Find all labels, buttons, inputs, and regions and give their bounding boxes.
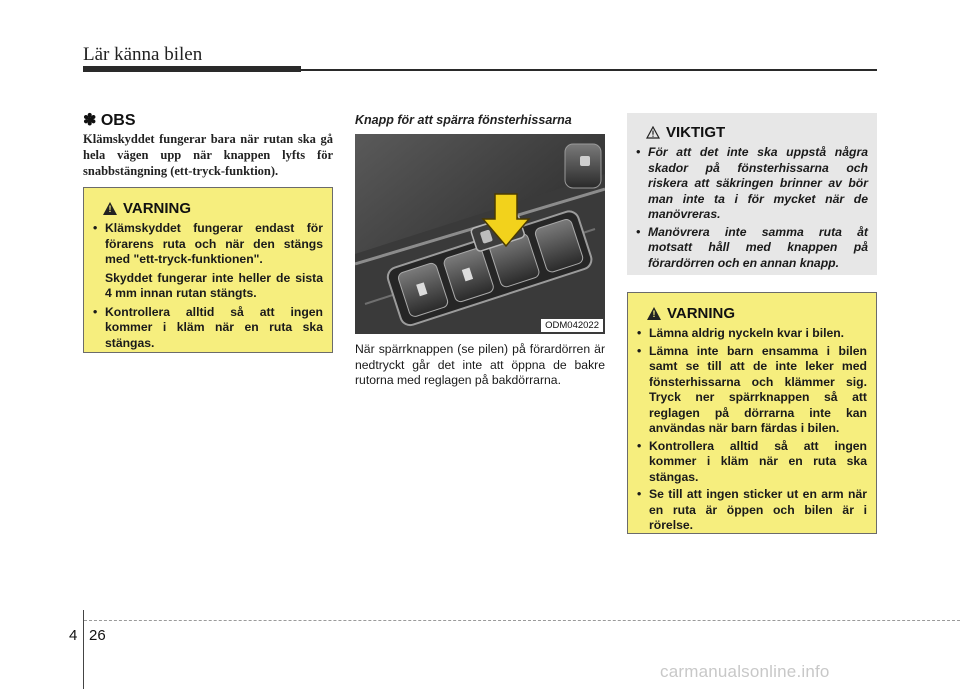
door-switch-photo (355, 134, 605, 334)
obs-heading: ✽ OBS (83, 112, 136, 129)
warning-title-row (647, 305, 867, 322)
photo-code: ODM042022 (541, 319, 603, 332)
header-bar-thick (83, 66, 301, 72)
warning-sub-paragraph: Skyddet fungerar inte heller de sista 4 mm innan rutan stängts. (105, 270, 323, 300)
footer-dashed-line (84, 620, 960, 621)
door-switch-illustration (355, 134, 605, 334)
viktigt-title-row (646, 124, 868, 141)
header-title: Lär känna bilen (83, 44, 203, 65)
warning-list (637, 326, 867, 534)
warning-item: • Lämna inte barn ensamma i bilen samt se till att de inte leker med fönsterhissarna och klämmer sig. Tryck ner spärrknappen så att reglagen på dörrarna inte kan användas när barn färdas i bilen. (637, 343, 867, 435)
warning-box-right (627, 292, 877, 534)
warning-item: • Lämna aldrig nyckeln kvar i bilen. (637, 326, 845, 340)
warning-list (93, 221, 323, 268)
footer-chapter-number: 4 (69, 627, 78, 644)
section-body-text: När spärrknappen (se pilen) på förardörren är nedtryckt går det inte att öppna de bakre rutorna med reglagen på bakdörrarna. (355, 342, 605, 387)
caution-triangle-icon (646, 126, 660, 139)
warning-list (93, 305, 323, 352)
footer-page-number: 26 (89, 627, 106, 644)
warning-title: VARNING (123, 200, 192, 217)
watermark: carmanualsonline.info (660, 662, 830, 681)
viktigt-list (636, 145, 868, 271)
warning-box-left (83, 187, 333, 353)
warning-triangle-icon: ! (103, 202, 117, 215)
warning-triangle-icon: ! (647, 307, 661, 320)
warning-title-row (103, 200, 323, 217)
section-heading: Knapp för att spärra fönsterhissarna (355, 113, 572, 127)
viktigt-item: • Manövrera inte samma ruta åt motsatt håll med knappen på förardörren och en annan knapp. (636, 224, 868, 270)
header-bar-thin (301, 69, 877, 71)
warning-item: • Kontrollera alltid så att ingen kommer i kläm när en ruta ska stängas. (637, 438, 867, 484)
warning-item: • Kontrollera alltid så att ingen kommer i kläm när en ruta ska stängas. (93, 304, 323, 350)
viktigt-title: VIKTIGT (666, 124, 726, 141)
obs-text: Klämskyddet fungerar bara när rutan ska gå hela vägen upp när knappen lyfts för snabbstängning (ett-tryck-funktion). (83, 132, 333, 178)
viktigt-box (627, 113, 877, 275)
warning-item: • Se till att ingen sticker ut en arm när en ruta är öppen och bilen är i rörelse. (637, 487, 867, 532)
footer-vertical-line (83, 610, 84, 689)
warning-item: • Klämskyddet fungerar endast för förarens ruta och när den stängs med "ett-tryck-funktionen". (93, 221, 323, 266)
viktigt-item: • För att det inte ska uppstå några skador på fönsterhissarna och riskera att säkringen brinner av bör man inte ta i för mycket när de manövreras. (636, 145, 868, 221)
warning-title: VARNING (667, 305, 736, 322)
